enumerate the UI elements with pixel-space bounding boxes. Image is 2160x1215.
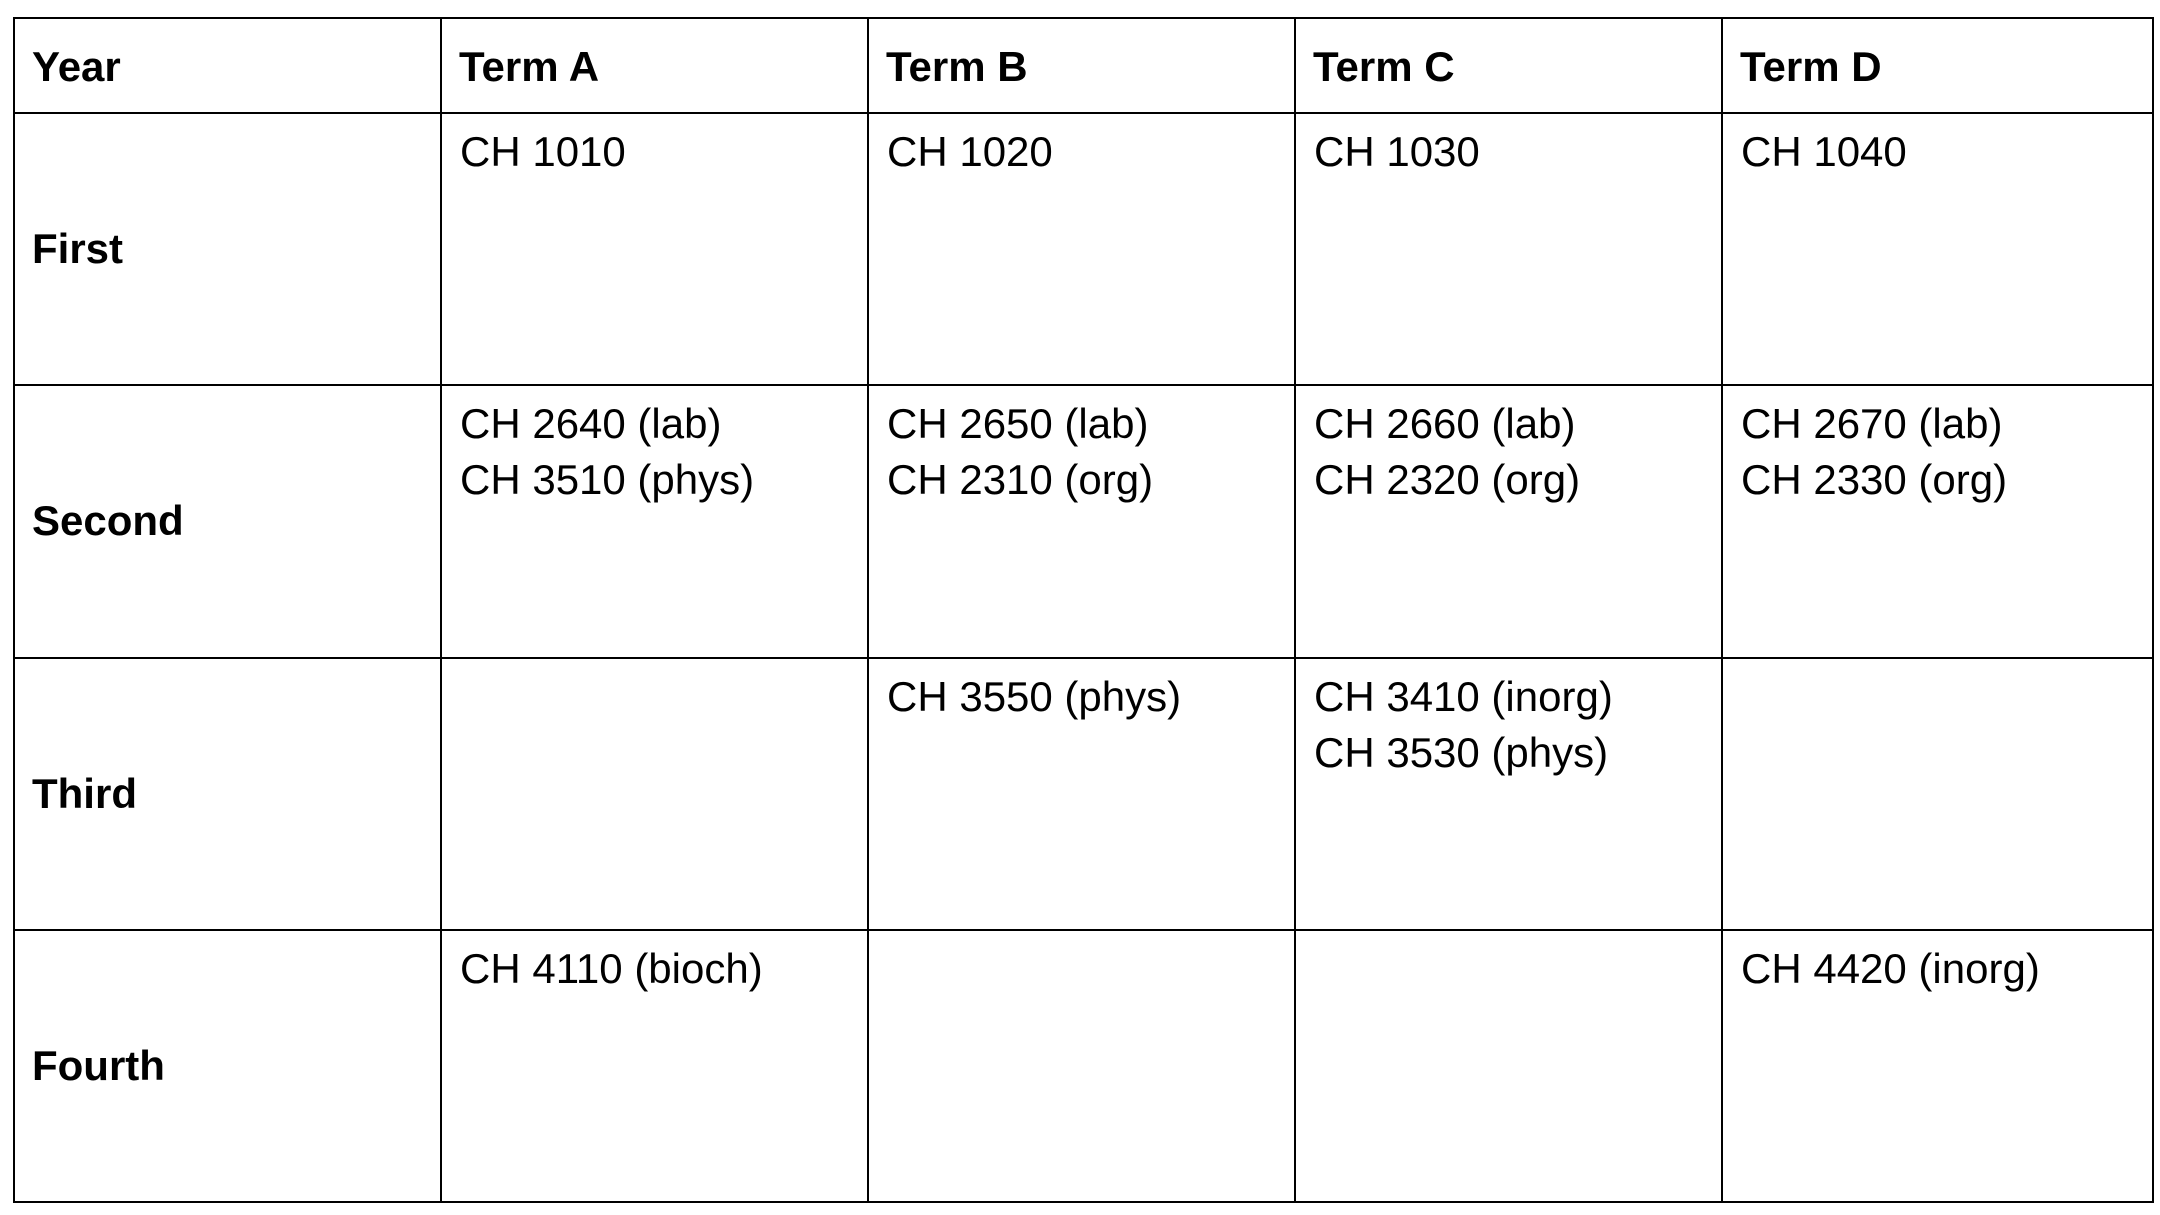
course-cell xyxy=(441,113,868,385)
header-year: Year xyxy=(14,18,441,113)
header-term-a: Term A xyxy=(441,18,868,113)
course-cell xyxy=(1722,385,2153,657)
course-entry: CH 1030 xyxy=(1314,128,1480,176)
course-entry: CH 2660 (lab) xyxy=(1314,400,1576,448)
course-entry: CH 1040 xyxy=(1741,128,1907,176)
course-entry: CH 1020 xyxy=(887,128,1053,176)
header-term-d: Term D xyxy=(1722,18,2153,113)
table-row xyxy=(14,930,2153,1202)
course-entry: CH 2320 (org) xyxy=(1314,456,1581,504)
course-cell xyxy=(441,930,868,1202)
course-cell-empty xyxy=(868,930,1295,1202)
year-label: Third xyxy=(14,658,441,930)
course-entry: CH 3410 (inorg) xyxy=(1314,672,1613,720)
course-cell xyxy=(441,385,868,657)
course-cell xyxy=(1295,113,1722,385)
course-entry: CH 2640 (lab) xyxy=(460,400,722,448)
year-label: First xyxy=(14,113,441,385)
course-cell-empty xyxy=(1295,930,1722,1202)
course-entry: CH 1010 xyxy=(460,128,626,176)
course-entry: CH 4420 (inorg) xyxy=(1741,944,2040,992)
course-entry: CH 3530 (phys) xyxy=(1314,728,1609,776)
year-label: Second xyxy=(14,385,441,657)
course-entry: CH 3550 (phys) xyxy=(887,672,1182,720)
table-row xyxy=(14,113,2153,385)
course-entry: CH 3510 (phys) xyxy=(460,456,755,504)
course-entry: CH 4110 (bioch) xyxy=(460,944,763,992)
table-row xyxy=(14,385,2153,657)
course-entry: CH 2650 (lab) xyxy=(887,400,1149,448)
course-cell xyxy=(1295,385,1722,657)
course-cell xyxy=(1295,658,1722,930)
course-cell xyxy=(868,113,1295,385)
course-cell xyxy=(1722,113,2153,385)
header-row xyxy=(14,18,2153,113)
course-cell-empty xyxy=(1722,658,2153,930)
table-row xyxy=(14,658,2153,930)
course-entry: CH 2310 (org) xyxy=(887,456,1154,504)
course-cell xyxy=(868,658,1295,930)
course-cell xyxy=(1722,930,2153,1202)
course-entry: CH 2670 (lab) xyxy=(1741,400,2003,448)
header-term-b: Term B xyxy=(868,18,1295,113)
course-cell xyxy=(868,385,1295,657)
course-schedule-table xyxy=(13,17,2154,1203)
year-label: Fourth xyxy=(14,930,441,1202)
course-entry: CH 2330 (org) xyxy=(1741,456,2008,504)
header-term-c: Term C xyxy=(1295,18,1722,113)
course-cell-empty xyxy=(441,658,868,930)
